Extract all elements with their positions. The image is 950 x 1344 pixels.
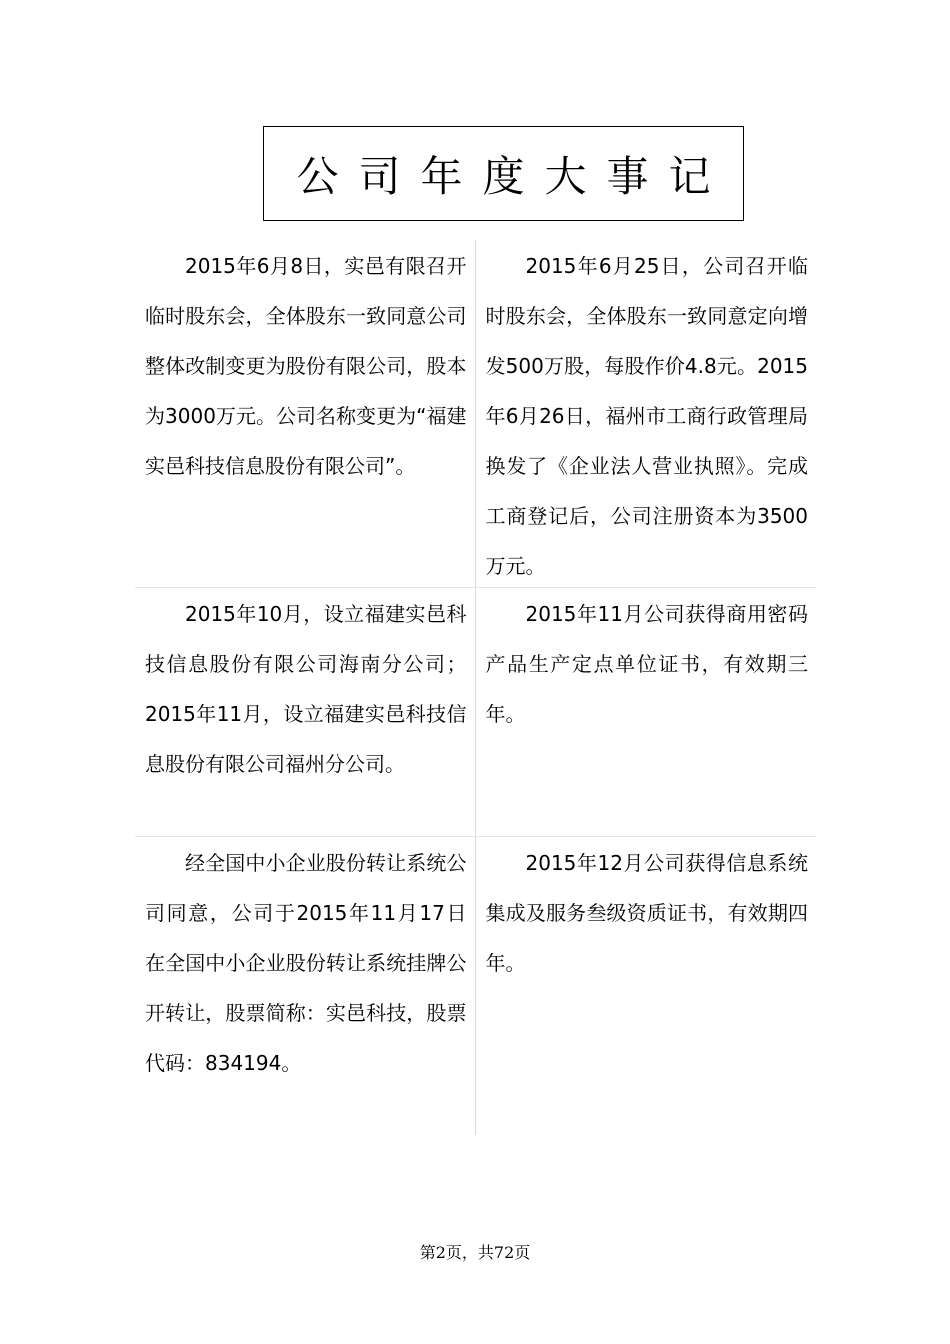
event-row <box>135 240 816 587</box>
event-cell-right <box>476 240 817 587</box>
event-cell-left <box>135 588 476 836</box>
page-number-footer: 第2页，共72页 <box>419 1243 531 1262</box>
event-cell-right <box>476 588 817 836</box>
page-title: 公司年度大事记 <box>296 151 731 201</box>
events-grid <box>135 240 816 1135</box>
event-cell-right <box>476 837 817 1135</box>
event-cell-left <box>135 837 476 1135</box>
event-text: 2015年6月25日，公司召开临时股东会，全体股东一致同意定向增发500万股，每股作价4.8元。2015年6月26日，福州市工商行政管理局换发了《企业法人营业执照》。完成工商登记后，公司注册资本为3500万元。 <box>485 254 808 578</box>
event-text: 经全国中小企业股份转让系统公司同意，公司于2015年11月17日在全国中小企业股份转让系统挂牌公开转让，股票简称：实邑科技，股票代码：834194。 <box>145 851 467 1075</box>
event-row <box>135 587 816 836</box>
event-text: 2015年11月公司获得商用密码产品生产定点单位证书，有效期三年。 <box>485 602 808 726</box>
event-row <box>135 836 816 1135</box>
event-text: 2015年6月8日，实邑有限召开临时股东会，全体股东一致同意公司整体改制变更为股份有限公司，股本为3000万元。公司名称变更为“福建实邑科技信息股份有限公司”。 <box>145 254 467 478</box>
event-text: 2015年12月公司获得信息系统集成及服务叁级资质证书，有效期四年。 <box>485 851 808 975</box>
title-box <box>263 126 744 221</box>
event-cell-left <box>135 240 476 587</box>
event-text: 2015年10月，设立福建实邑科技信息股份有限公司海南分公司；2015年11月，设立福建实邑科技信息股份有限公司福州分公司。 <box>145 602 467 776</box>
